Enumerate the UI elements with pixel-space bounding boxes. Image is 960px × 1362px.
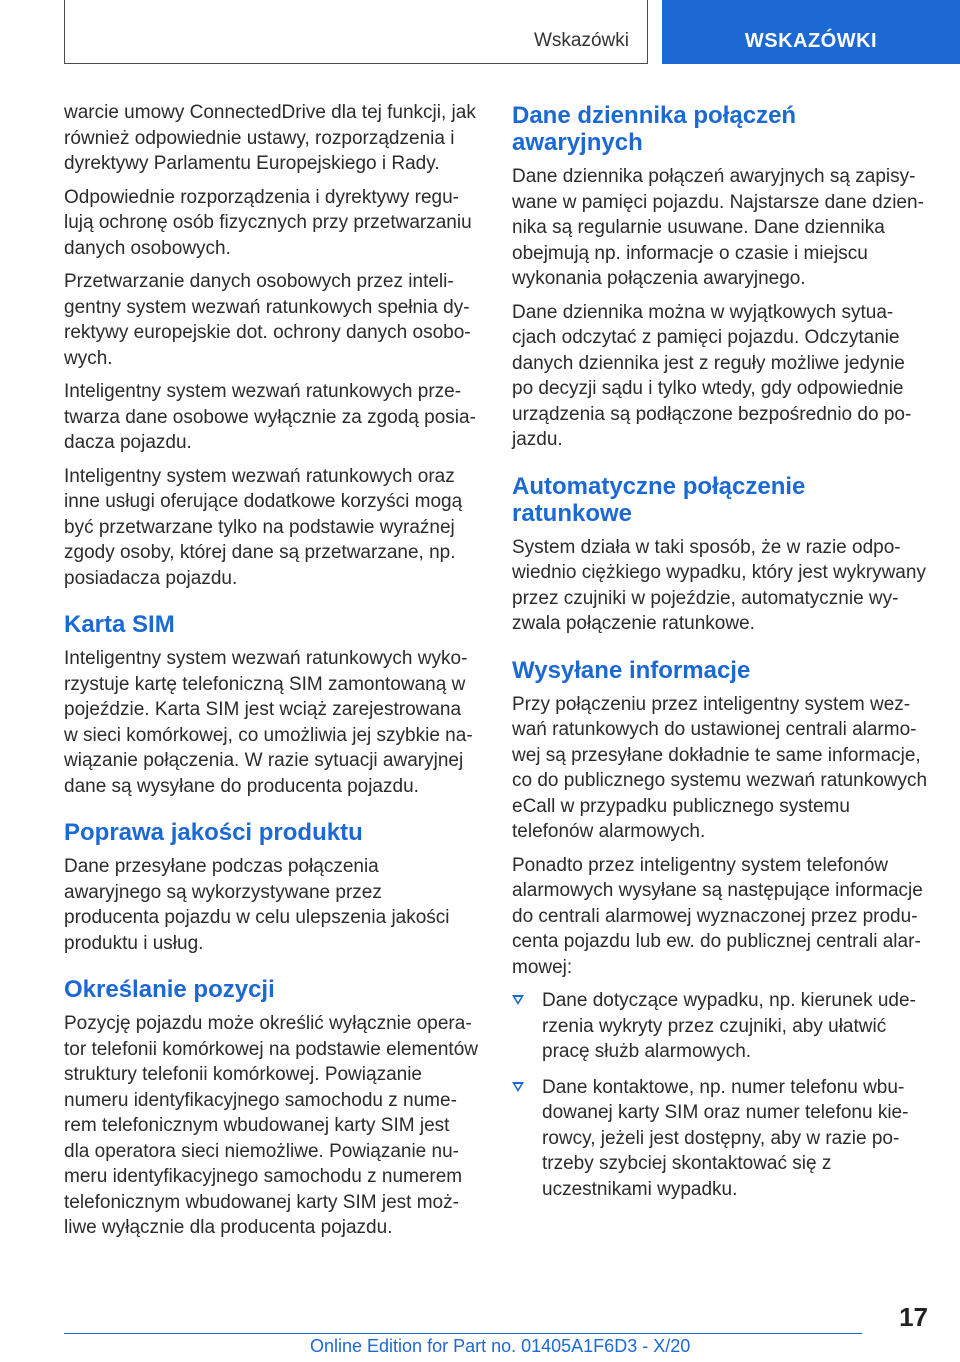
paragraph: Inteligentny system wezwań ratunkowych oraz inne usługi oferujące dodatkowe korzyści mogą być przetwarzane tylko na podstawie wyraźnej zgody osoby, której dane są przetwarzane, np. posiadacza pojazdu. (64, 465, 463, 589)
header-frame (64, 0, 648, 64)
page-number: 17 (899, 1302, 928, 1332)
paragraph: Inteligentny system wezwań ratunkowych wykorzystuje kartę telefoniczną SIM zamontowaną w pojeździe. Karta SIM jest wciąż zarejestrowana w sieci komórkowej, co umożliwia jej szybkie nawiązanie połączenia. W razie sytuacji awaryjnej dane są wysyłane do producenta pojazdu. (64, 648, 473, 797)
left-column (64, 100, 480, 1249)
right-column (512, 100, 928, 1212)
bullet-list (512, 988, 928, 1202)
heading-sent-information: Wysyłane informacje (512, 656, 751, 684)
triangle-bullet-icon (512, 995, 524, 1005)
triangle-bullet-icon (512, 1082, 524, 1092)
list-item-text: Dane kontaktowe, np. numer telefonu wbudowanej karty SIM oraz numer telefonu kierowcy, jeżeli jest dostępny, aby w razie potrzeby szybciej skontaktować się z uczestnikami wypadku. (542, 1076, 909, 1200)
heading-position: Określanie pozycji (64, 976, 275, 1003)
heading-sim-card: Karta SIM (64, 611, 175, 638)
paragraph: Ponadto przez inteligentny system telefonów alarmowych wysyłane są następujące informacje do centrali alarmowej wyznaczonej przez producenta pojazdu lub ew. do publicznej centrali alarmowej: (512, 854, 923, 978)
header-section-title: Wskazówki (533, 30, 629, 51)
header-chapter-tab[interactable]: WSKAZÓWKI (662, 0, 960, 64)
heading-product-quality: Poprawa jakości produktu (64, 819, 363, 846)
paragraph: Przetwarzanie danych osobowych przez inteligentny system wezwań ratunkowych spełnia dyrektywy europejskie dot. ochrony danych osobowych. (64, 271, 471, 369)
heading-log-data: Dane dziennika połączeń awaryjnych (512, 102, 797, 156)
list-item (512, 1075, 928, 1203)
paragraph: Pozycję pojazdu może określić wyłącznie operator telefonii komórkowej na podstawie elementów struktury telefonii komórkowej. Powiązanie numeru identyfikacyjnego samochodu z numerem telefonicznym wbudowanej karty SIM jest dla operatora sieci niemożliwe. Powiązanie numeru identyfikacyjnego samochodu z numerem telefonicznym wbudowanej karty SIM jest możliwe wyłącznie dla producenta pojazdu. (64, 1013, 478, 1238)
paragraph: Dane dziennika można w wyjątkowych sytuacjach odczytać z pamięci pojazdu. Odczytanie danych dziennika jest z reguły możliwe jedynie po decyzji sądu i tylko wtedy, gdy odpowiednie urządzenia są podłączone bezpośrednio do pojazdu. (512, 301, 912, 450)
paragraph: Dane dziennika połączeń awaryjnych są zapisywane w pamięci pojazdu. Najstarsze dane dziennika są regularnie usuwane. Dane dziennika obejmują np. informacje o czasie i miejscu wykonania połączenia awaryjnego. (512, 166, 924, 289)
list-item-text: Dane dotyczące wypadku, np. kierunek uderzenia wykryty przez czujniki, aby ułatwić pracę służb alarmowych. (542, 990, 916, 1062)
footer-edition-text: Online Edition for Part no. 01405A1F6D3 - X/20 (310, 1336, 691, 1356)
list-item (512, 988, 928, 1065)
paragraph: warcie umowy ConnectedDrive dla tej funkcji, jak również odpowiednie ustawy, rozporządzenia i dyrektywy Parlamentu Europejskiego i Rady. (64, 102, 476, 174)
footer-divider (64, 1333, 862, 1334)
paragraph: Inteligentny system wezwań ratunkowych przetwarza dane osobowe wyłącznie za zgodą posiadacza pojazdu. (64, 381, 476, 453)
paragraph: Przy połączeniu przez inteligentny system wezwań ratunkowych do ustawionej centrali alarmowej są przesyłane dokładnie te same informacje, co do publicznego systemu wezwań ratunkowych eCall w przypadku publicznego systemu telefonów alarmowych. (512, 693, 928, 842)
paragraph: Dane przesyłane podczas połączenia awaryjnego są wykorzystywane przez producenta pojazdu w celu ulepszenia jakości produktu i usług. (64, 856, 450, 954)
heading-automatic-call: Automatyczne połączenie ratunkowe (512, 472, 806, 527)
paragraph: System działa w taki sposób, że w razie odpowiednio ciężkiego wypadku, który jest wykrywany przez czujniki w pojeździe, automatycznie wyzwala połączenie ratunkowe. (512, 536, 926, 634)
paragraph: Odpowiednie rozporządzenia i dyrektywy regulują ochronę osób fizycznych przy przetwarzaniu danych osobowych. (64, 186, 472, 259)
